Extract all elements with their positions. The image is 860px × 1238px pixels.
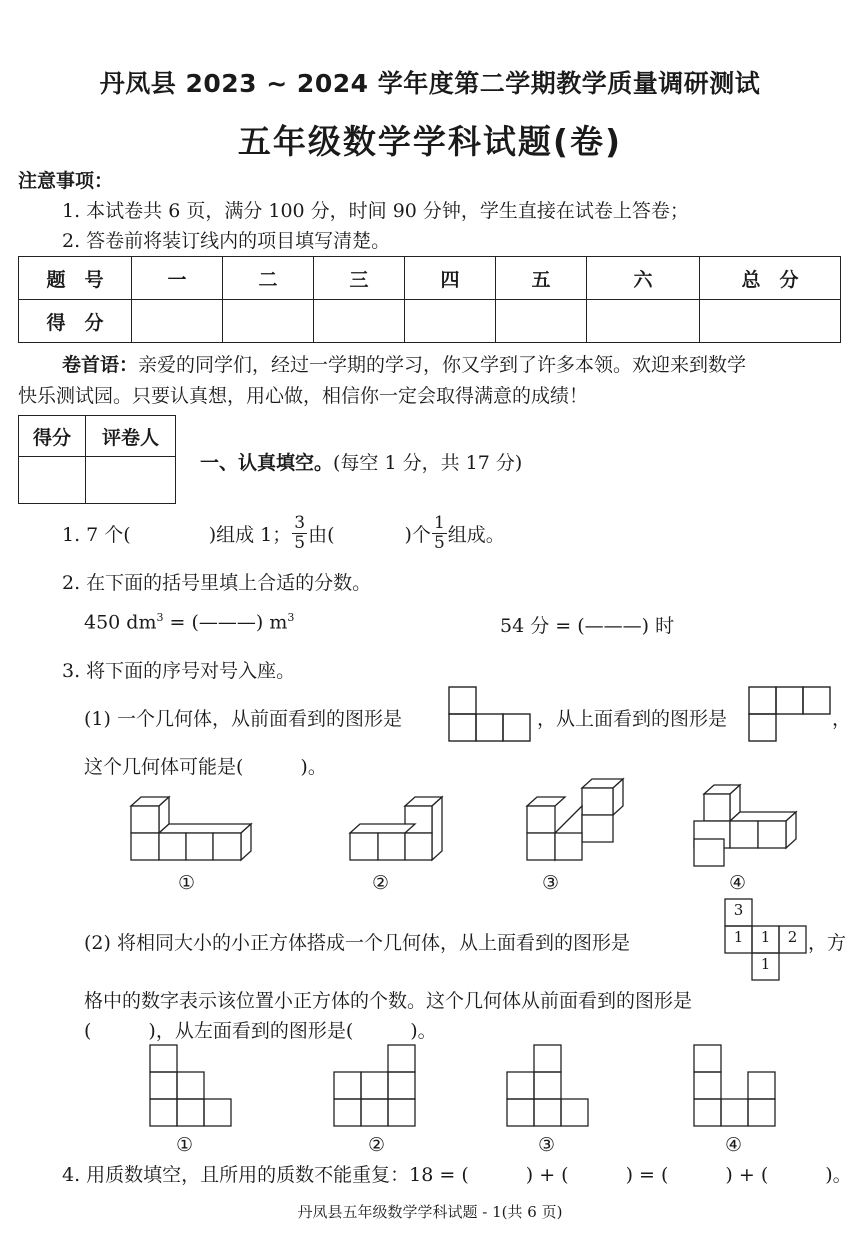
grader-score-input[interactable] [19,457,86,504]
q2-right-expression: 54 分 = (———) 时 [500,615,675,637]
section1-note: (每空 1 分，共 17 分) [333,452,523,474]
q2-left-b: = (———) m [163,611,288,634]
q2-left-sup: 3 [156,611,164,624]
top-view-figure [748,686,832,742]
q3-p2-line3: ( )，从左面看到的图形是( )。 [84,1020,437,1042]
q1-fraction-2 [432,514,447,553]
score-table [18,256,841,343]
q1-text-c: 由( [308,524,335,546]
solid-figure-2 [347,796,443,864]
notes-heading: 注意事项： [18,170,114,192]
solid-figure-1 [128,796,252,864]
q3-p2-a: (2) 将相同大小的小正方体搭成一个几何体，从上面看到的图形是 [84,932,630,954]
score-table-cell: 六 [587,257,700,300]
section1-heading [200,448,522,475]
grader-box [18,415,176,504]
q2-text: 2. 在下面的括号里填上合适的分数。 [62,572,372,594]
grid-number: 2 [787,928,798,946]
grid-number: 1 [760,955,771,973]
score-input-cell[interactable] [405,300,496,343]
grid-number: 1 [760,928,771,946]
preface-text-1: 亲爱的同学们，经过一学期的学习，你又学到了许多本领。欢迎来到数学 [138,354,747,376]
score-table-cell: 题 号 [19,257,132,300]
fraction-numerator: 1 [433,513,445,533]
score-input-cell[interactable] [496,300,587,343]
view-option-1 [149,1044,233,1128]
score-input-cell[interactable] [587,300,700,343]
fraction-numerator: 3 [294,513,306,533]
q3-p1-c: ， [832,708,852,730]
grader-score-label: 得分 [19,416,86,457]
option-label-4: ④ [725,1134,743,1156]
q3-p1-line2: 这个几何体可能是( )。 [84,756,327,778]
q3-p1-b: ，从上面看到的图形是 [537,708,728,730]
q1-text-b: )组成 1； [208,524,292,546]
grader-name-input[interactable] [86,457,176,504]
preface-label: 卷首语： [62,354,139,376]
view-option-3 [506,1044,590,1128]
score-table-cell: 总 分 [700,257,841,300]
q3-p2-b: ，方 [808,932,847,954]
exam-title: 丹凤县 2023 ~ 2024 学年度第二学期教学质量调研测试 [99,69,761,98]
fraction-denominator: 5 [433,533,445,553]
score-table-cell: 五 [496,257,587,300]
score-table-cell: 一 [132,257,223,300]
score-table-cell: 得 分 [19,300,132,343]
exam-subtitle: 五年级数学学科试题(卷) [237,122,623,161]
figure-label-1: ① [178,872,196,894]
preface [62,350,746,377]
q3-p2-line2: 格中的数字表示该位置小正方体的个数。这个几何体从前面看到的图形是 [84,990,693,1012]
q2-left-sup2: 3 [287,611,295,624]
score-table-score-row [19,300,841,343]
score-table-cell: 四 [405,257,496,300]
view-option-4 [693,1044,777,1128]
q1-fraction-1 [292,514,307,553]
score-input-cell[interactable] [700,300,841,343]
preface-text-2: 快乐测试园。只要认真想，用心做，相信你一定会取得满意的成绩！ [18,385,589,407]
page-footer: 丹凤县五年级数学学科试题 - 1(共 6 页) [297,1203,563,1221]
front-view-figure [448,686,532,742]
score-input-cell[interactable] [132,300,223,343]
grader-name-label: 评卷人 [86,416,176,457]
view-option-2 [333,1044,417,1128]
q3-text: 3. 将下面的序号对号入座。 [62,660,296,682]
q1-text-e: 组成。 [447,524,505,546]
fraction-denominator: 5 [294,533,306,553]
question-1 [62,514,505,553]
q4-text: 4. 用质数填空，且所用的质数不能重复：18 = ( ) + ( ) = ( ) + ( )。 [62,1164,852,1186]
figure-label-4: ④ [729,872,747,894]
score-input-cell[interactable] [314,300,405,343]
grid-number: 3 [733,901,744,919]
notes-item-2: 2. 答卷前将装订线内的项目填写清楚。 [62,230,391,252]
score-table-cell: 二 [223,257,314,300]
figure-label-3: ③ [542,872,560,894]
section1-title: 一、认真填空。 [200,452,334,474]
q2-left-expression [84,611,294,633]
q1-text-a: 1. 7 个( [62,524,131,546]
score-table-header-row [19,257,841,300]
q3-p1-a: (1) 一个几何体，从前面看到的图形是 [84,708,402,730]
grid-number: 1 [733,928,744,946]
q2-left-a: 450 dm [84,611,157,634]
notes-item-1: 1. 本试卷共 6 页，满分 100 分，时间 90 分钟，学生直接在试卷上答卷； [62,200,689,222]
score-table-cell: 三 [314,257,405,300]
option-label-2: ② [368,1134,386,1156]
q1-text-d: )个 [404,524,431,546]
solid-figure-4 [692,784,798,868]
option-label-3: ③ [538,1134,556,1156]
option-label-1: ① [176,1134,194,1156]
score-input-cell[interactable] [223,300,314,343]
figure-label-2: ② [372,872,390,894]
solid-figure-3 [524,778,624,864]
